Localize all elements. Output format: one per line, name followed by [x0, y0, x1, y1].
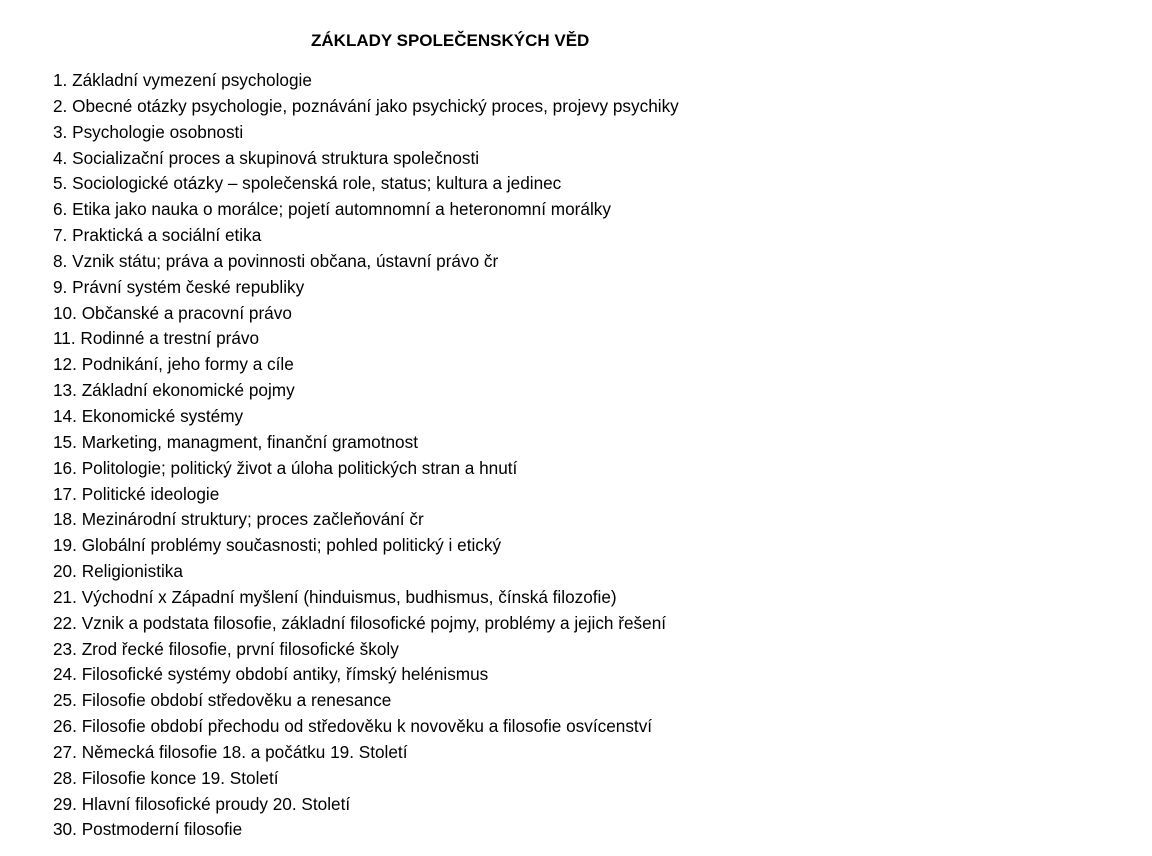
list-item — [53, 146, 679, 172]
list-item-text: Politologie; politický život a úloha politických stran a hnutí — [81, 457, 518, 478]
list-item-text: Ekonomické systémy — [81, 405, 244, 426]
list-item-number: 21. — [53, 586, 77, 607]
list-item-text: Zrod řecké filosofie, první filosofické školy — [81, 638, 399, 659]
list-item-text: Filosofie období středověku a renesance — [81, 690, 392, 711]
list-item-text: Obecné otázky psychologie, poznávání jako psychický proces, projevy psychiky — [72, 95, 679, 116]
list-item — [53, 275, 679, 301]
list-item-number: 24. — [53, 664, 77, 685]
list-item-text: Právní systém české republiky — [72, 276, 305, 297]
list-item — [53, 637, 679, 663]
list-item-text: Globální problémy současnosti; pohled politický i etický — [81, 535, 502, 556]
list-item-number: 5. — [53, 173, 68, 194]
list-item — [53, 766, 679, 792]
list-item-text: Religionistika — [81, 561, 183, 582]
list-item-number: 20. — [53, 561, 77, 582]
list-item-text: Filosofie období přechodu od středověku k novověku a filosofie osvícenství — [81, 716, 653, 737]
list-item — [53, 326, 679, 352]
list-item-number: 7. — [53, 225, 68, 246]
list-item — [53, 120, 679, 146]
list-item-text: Filosofické systémy období antiky, římský helénismus — [81, 664, 489, 685]
list-item-number: 2. — [53, 95, 68, 116]
list-item — [53, 94, 679, 120]
list-item-text: Vznik státu; práva a povinnosti občana, ústavní právo čr — [72, 250, 499, 271]
list-item — [53, 404, 679, 430]
list-item-number: 3. — [53, 121, 68, 142]
list-item-text: Hlavní filosofické proudy 20. Století — [81, 793, 351, 814]
list-item-number: 8. — [53, 250, 68, 271]
list-item-text: Politické ideologie — [81, 483, 220, 504]
list-item-text: Mezinárodní struktury; proces začleňování čr — [81, 509, 424, 530]
list-item-number: 11. — [53, 328, 76, 349]
list-item-text: Socializační proces a skupinová struktura společnosti — [72, 147, 480, 168]
list-item-number: 10. — [53, 302, 77, 323]
list-item — [53, 533, 679, 559]
list-item-number: 22. — [53, 612, 77, 633]
list-item-number: 12. — [53, 354, 77, 375]
list-item-text: Podnikání, jeho formy a cíle — [81, 354, 294, 375]
list-item-number: 30. — [53, 819, 77, 840]
list-item — [53, 611, 679, 637]
list-item-text: Filosofie konce 19. Století — [81, 767, 279, 788]
list-item-number: 17. — [53, 483, 77, 504]
list-item-text: Základní ekonomické pojmy — [81, 380, 295, 401]
list-item — [53, 197, 679, 223]
list-item — [53, 482, 679, 508]
list-item — [53, 352, 679, 378]
list-item-text: Občanské a pracovní právo — [81, 302, 292, 323]
list-item-number: 25. — [53, 690, 77, 711]
list-item-number: 6. — [53, 199, 68, 220]
list-item-number: 28. — [53, 767, 77, 788]
list-item-text: Sociologické otázky – společenská role, status; kultura a jedinec — [72, 173, 562, 194]
list-item — [53, 378, 679, 404]
topic-list — [53, 68, 679, 843]
list-item-text: Základní vymezení psychologie — [72, 70, 312, 90]
list-item-text: Východní x Západní myšlení (hinduismus, budhismus, čínská filozofie) — [81, 586, 617, 607]
list-item-number: 26. — [53, 716, 77, 737]
list-item-number: 4. — [53, 147, 68, 168]
list-item — [53, 688, 679, 714]
list-item — [53, 662, 679, 688]
list-item-text: Rodinné a trestní právo — [80, 328, 260, 349]
list-item — [53, 171, 679, 197]
list-item-text: Marketing, managment, finanční gramotnost — [81, 431, 418, 452]
list-item-text: Psychologie osobnosti — [72, 121, 244, 142]
list-item-text: Vznik a podstata filosofie, základní filosofické pojmy, problémy a jejich řešení — [81, 612, 667, 633]
list-item — [53, 559, 679, 585]
list-item — [53, 507, 679, 533]
list-item — [53, 68, 679, 94]
list-item-number: 16. — [53, 457, 77, 478]
list-item — [53, 249, 679, 275]
list-item — [53, 430, 679, 456]
list-item — [53, 585, 679, 611]
list-item — [53, 817, 679, 843]
list-item-number: 18. — [53, 509, 77, 530]
list-item-number: 1. — [53, 70, 68, 90]
list-item-number: 14. — [53, 405, 77, 426]
list-item — [53, 714, 679, 740]
list-item-text: Etika jako nauka o morálce; pojetí automnomní a heteronomní morálky — [72, 199, 611, 220]
list-item-number: 29. — [53, 793, 77, 814]
list-item — [53, 792, 679, 818]
list-item-text: Postmoderní filosofie — [81, 819, 243, 840]
list-item-number: 19. — [53, 535, 77, 556]
list-item-number: 23. — [53, 638, 77, 659]
list-item-number: 9. — [53, 276, 68, 297]
list-item-number: 15. — [53, 431, 77, 452]
list-item-number: 27. — [53, 741, 77, 762]
list-item-text: Praktická a sociální etika — [72, 225, 262, 246]
list-item — [53, 223, 679, 249]
list-item — [53, 456, 679, 482]
list-item — [53, 301, 679, 327]
list-item-text: Německá filosofie 18. a počátku 19. Století — [81, 741, 408, 762]
list-item — [53, 740, 679, 766]
list-item-number: 13. — [53, 380, 77, 401]
page-title: ZÁKLADY SPOLEČENSKÝCH VĚD — [311, 31, 590, 50]
